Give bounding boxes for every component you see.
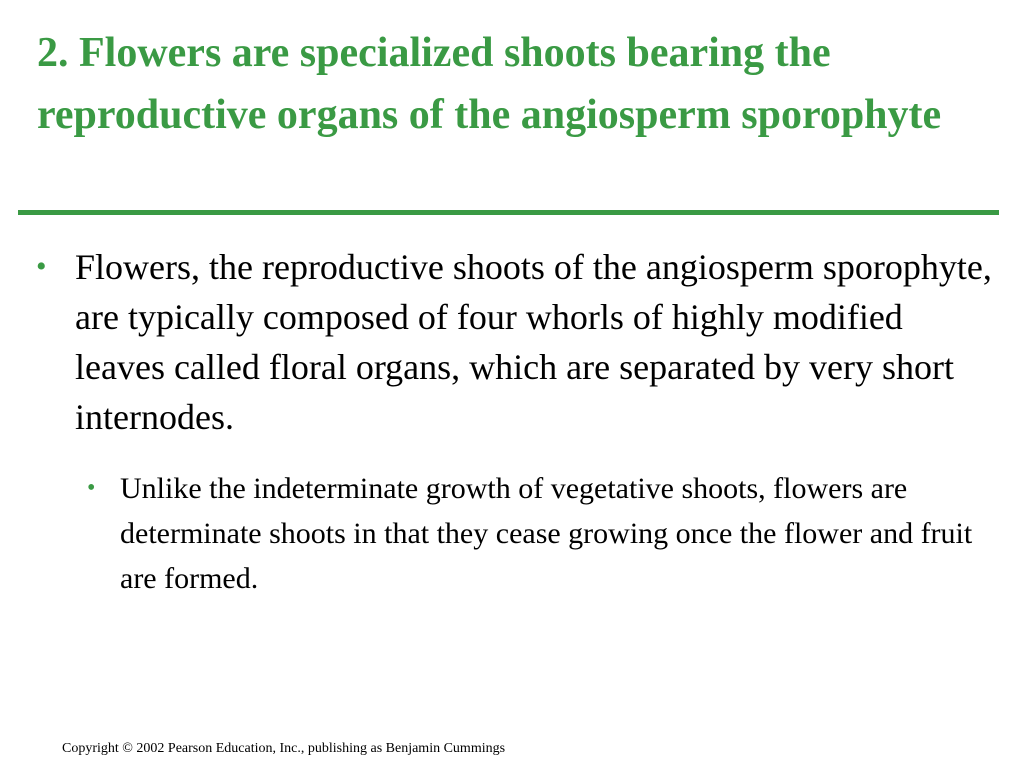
sub-bullet-text: Unlike the indeterminate growth of vegetative shoots, flowers are determinate shoots in that they cease growing once the flower and fruit are formed. bbox=[120, 472, 973, 595]
sub-bullet-item bbox=[87, 466, 987, 601]
bullet-dot-icon: • bbox=[36, 250, 47, 283]
title-divider bbox=[18, 210, 999, 215]
sub-bullet-dot-icon: • bbox=[87, 475, 96, 501]
bullet-text: Flowers, the reproductive shoots of the angiosperm sporophyte, are typically composed of four whorls of highly modified leaves called floral organs, which are separated by very short internodes. bbox=[75, 247, 992, 437]
slide-title: 2. Flowers are specialized shoots bearing the reproductive organs of the angiosperm sporophyte bbox=[37, 30, 942, 138]
copyright-footer: Copyright © 2002 Pearson Education, Inc., publishing as Benjamin Cummings bbox=[62, 741, 506, 756]
bullet-item bbox=[36, 242, 996, 442]
